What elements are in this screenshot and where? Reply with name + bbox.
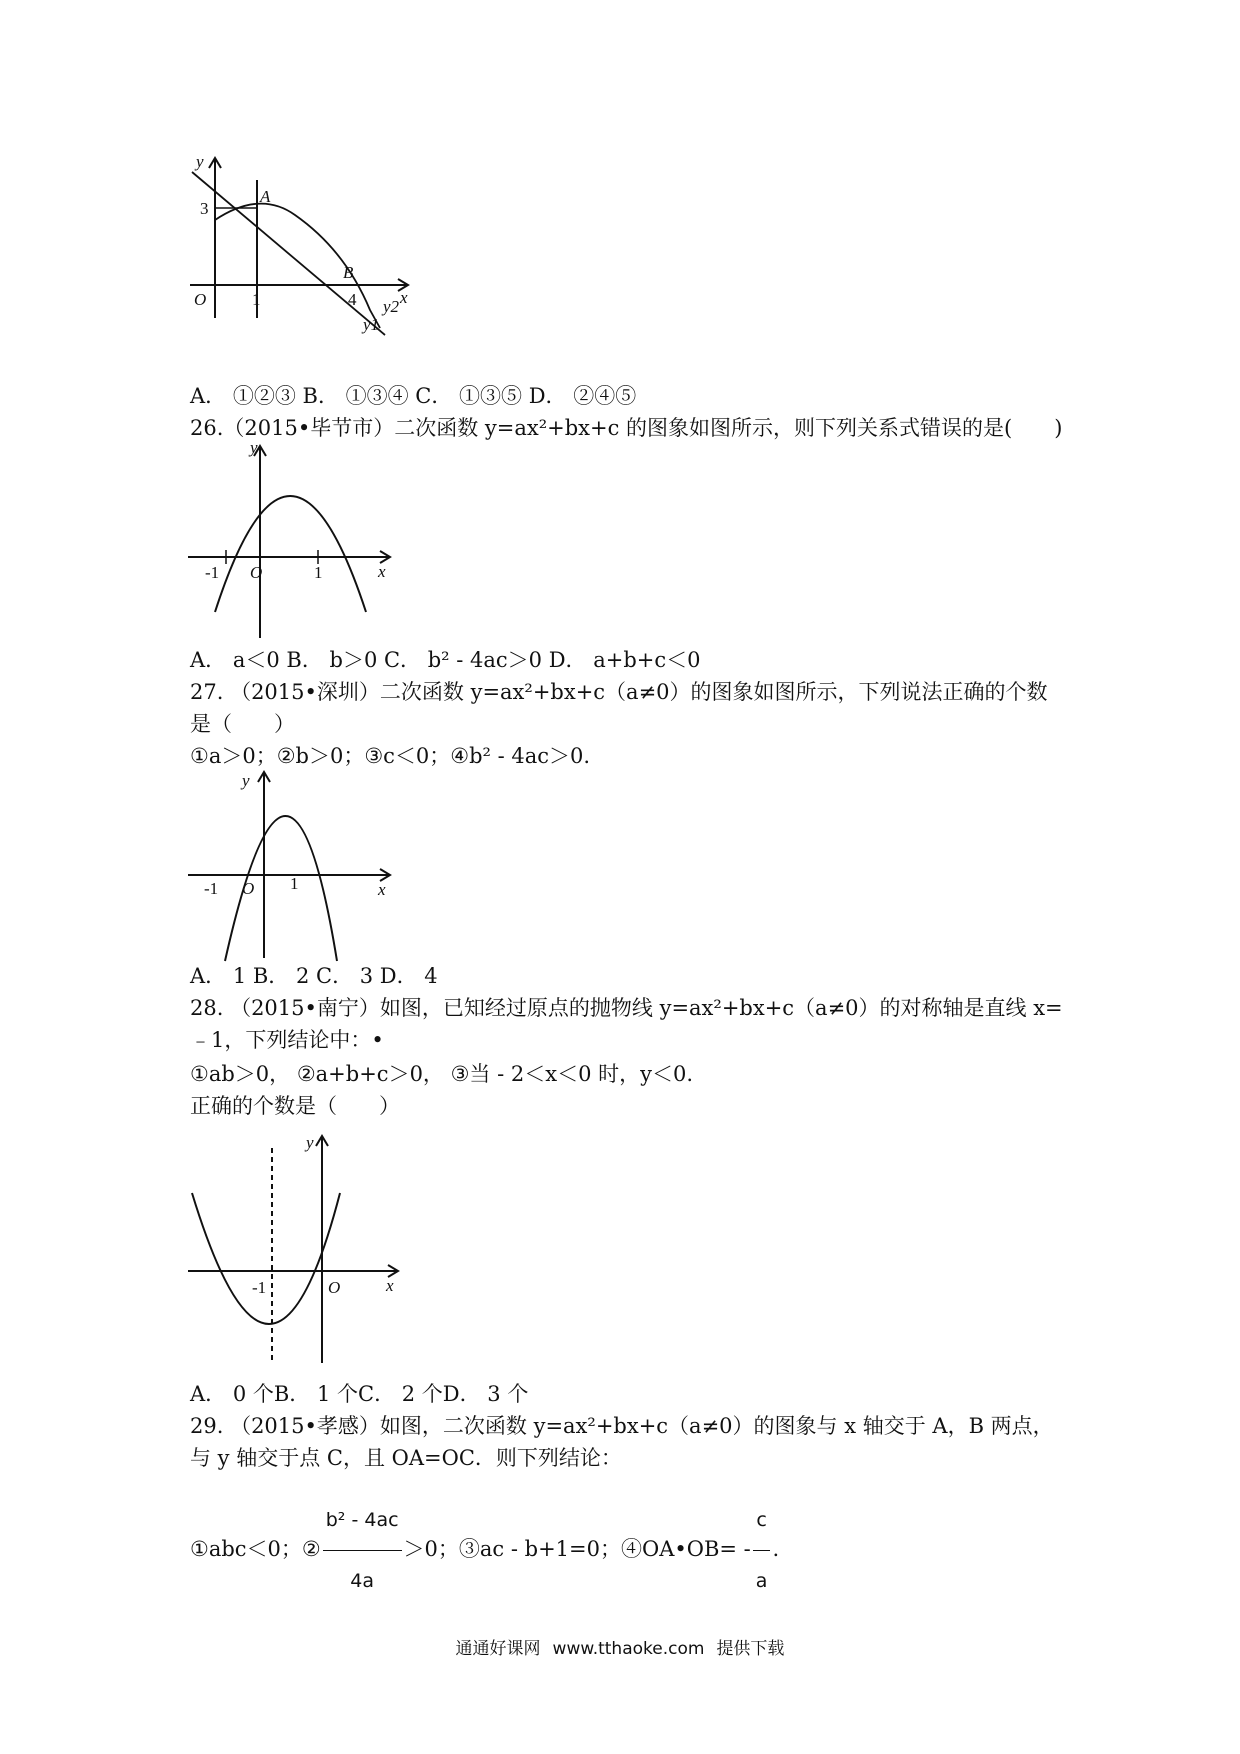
q25-tick-3: 3 <box>200 199 209 218</box>
q26-x-label: x <box>378 562 386 581</box>
q25-graph <box>180 150 420 380</box>
q26-origin: O <box>250 563 263 582</box>
q29-conclusion-2: ＞0；③ac - b+1=0；④OA•OB= - <box>403 1537 751 1561</box>
footer-suffix: 提供下载 <box>716 1639 785 1659</box>
q27-y-label: y <box>242 771 250 790</box>
q28-origin: O <box>328 1278 341 1297</box>
q29-conclusion-end: . <box>772 1537 780 1561</box>
q25-options: A． ①②③ B． ①③④ C． ①③⑤ D． ②④⑤ <box>190 384 637 408</box>
q29-conclusion-1: ①abc＜0；② <box>190 1537 321 1561</box>
q27-tick-1: 1 <box>290 874 299 893</box>
q29-frac2-denominator: a <box>755 1570 768 1592</box>
q25-tick-4: 4 <box>348 290 357 309</box>
q28-stem-line2: ﹣1，下列结论中：• <box>190 1028 384 1052</box>
q27-tick-neg1: -1 <box>204 879 219 898</box>
q29-fraction-2 <box>753 1490 771 1611</box>
q26-stem: 26.（2015•毕节市）二次函数 y=ax²+bx+c 的图象如图所示，则下列关系式错误的是( ) <box>190 416 1063 440</box>
q28-stem-line1: 28. （2015•南宁）如图，已知经过原点的抛物线 y=ax²+bx+c（a≠0）的对称轴是直线 x= <box>190 996 1063 1020</box>
q29-stem-line1: 29. （2015•孝感）如图，二次函数 y=ax²+bx+c（a≠0）的图象与 x 轴交于 A，B 两点， <box>190 1414 1054 1438</box>
footer-url[interactable]: www.tthaoke.com <box>552 1639 705 1659</box>
q26-y-label: y <box>250 440 258 457</box>
q28-tick-neg1: -1 <box>252 1278 267 1297</box>
q29-frac1-denominator: 4a <box>350 1570 375 1592</box>
footer-site-name: 通通好课网 <box>455 1639 541 1659</box>
q27-graph <box>180 766 400 962</box>
q28-stem-line3: 正确的个数是（ ） <box>190 1094 400 1118</box>
q25-tick-1: 1 <box>252 290 261 309</box>
q26-options: A． a＜0 B． b＞0 C． b² - 4ac＞0 D． a+b+c＜0 <box>190 648 701 672</box>
q27-conditions: ①a＞0；②b＞0；③c＜0；④b² - 4ac＞0. <box>190 744 591 768</box>
q29-frac1-numerator: b² - 4ac <box>323 1490 402 1551</box>
q28-x-label: x <box>386 1276 394 1295</box>
q29-conclusions <box>190 1490 779 1611</box>
q25-y1-label: y1 <box>363 315 380 334</box>
q28-conditions: ①ab＞0， ②a+b+c＞0， ③当 - 2＜x＜0 时，y＜0. <box>190 1062 694 1086</box>
q27-origin: O <box>242 879 255 898</box>
q28-y-label: y <box>306 1133 314 1152</box>
q29-stem-line2: 与 y 轴交于点 C，且 OA=OC．则下列结论： <box>190 1446 622 1470</box>
q28-options: A． 0 个B． 1 个C． 2 个D． 3 个 <box>190 1382 529 1406</box>
q26-graph <box>180 440 400 645</box>
q26-tick-1: 1 <box>314 563 323 582</box>
q25-y2-label: y2 <box>383 297 400 316</box>
q25-origin: O <box>194 290 207 309</box>
q29-fraction-1 <box>323 1490 402 1611</box>
q29-frac2-numerator: c <box>753 1490 771 1551</box>
q27-options: A． 1 B． 2 C． 3 D． 4 <box>190 964 438 988</box>
q25-point-a: A <box>260 187 271 206</box>
q26-tick-neg1: -1 <box>205 563 220 582</box>
q27-stem-line1: 27. （2015•深圳）二次函数 y=ax²+bx+c（a≠0）的图象如图所示，下列说法正确的个数 <box>190 680 1048 704</box>
page-footer <box>0 1634 1240 1659</box>
q28-graph <box>180 1128 410 1378</box>
q25-x-label: x <box>400 288 408 307</box>
q25-point-b: B <box>343 263 354 282</box>
q25-y-label: y <box>196 152 204 171</box>
q27-x-label: x <box>378 880 386 899</box>
q27-stem-line2: 是（ ） <box>190 712 295 736</box>
